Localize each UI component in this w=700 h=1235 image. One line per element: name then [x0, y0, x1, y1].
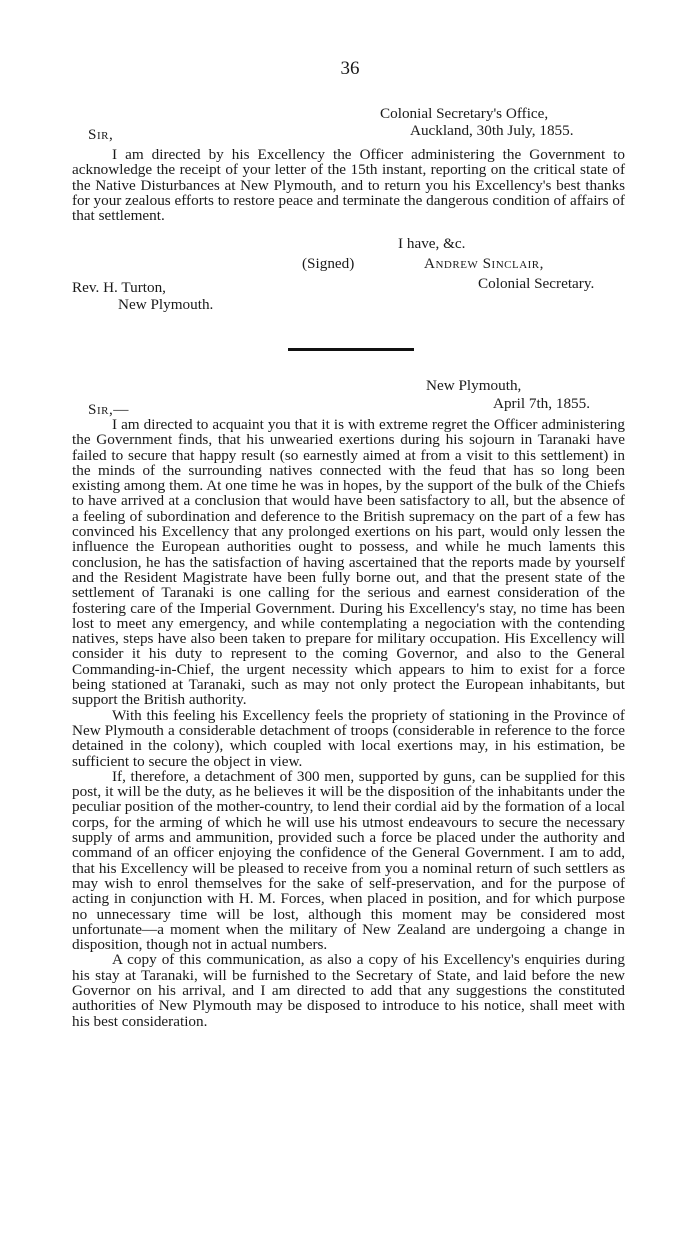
letter1-signatory-title: Colonial Secretary. — [478, 275, 595, 292]
letter2-place: New Plymouth, — [426, 377, 522, 394]
letter1-body — [72, 147, 625, 223]
letter2-paragraph: With this feeling his Excellency feels the propriety of stationing in the Province of New Plymouth a considerable detachment of troops (considerable in reference to the force detained in the colony), which coupled with local exertions may, in his estimation, be sufficient to secure the object in view. — [72, 706, 625, 770]
letter1-closing: I have, &c. — [398, 235, 466, 252]
letter2-paragraph: I am directed to acquaint you that it is with extreme regret the Officer administering the Government finds, that his unwearied exertions during his sojourn in Taranaki have failed to secure that happy result (so earnestly aimed at from a visit to this settlement) in the minds of the surrounding natives connected with the feud that has so long been existing among them. At one time he was in hopes, by the support of the bulk of the Chiefs to have arrived at a conclusion that would have been satisfactory to all, but the absence of a feeling of subordination and deference to the British supremacy on the part of a few has convinced his Excellency that any prolonged exertions on his part, would only lessen the influence the European authorities ought to possess, and while he much laments this conclusion, he has the satisfaction of having ascertained that the reports made by yourself and the Resident Magistrate have been fully borne out, and that the present state of the settlement of Taranaki is one calling for the serious and earnest consideration of the fostering care of the Imperial Government. During his Excellency's stay, no time has been lost to meet any emergency, and while contemplating a negociation with the contending natives, steps have also been taken to prepare for military occupation. His Excellency will consider it his duty to represent to the coming Governor, and also to the General Commanding-in-Chief, the urgent necessity which appears to him to exist for a force being stationed at Taranaki, such as may not only protect the European inhabitants, but support the British authority. — [72, 416, 625, 709]
section-divider — [288, 348, 414, 351]
letter1-salutation: Sir, — [88, 126, 114, 143]
letter1-signatory: Andrew Sinclair, — [424, 255, 544, 272]
letter1-office: Colonial Secretary's Office, — [380, 105, 549, 122]
letter2-paragraph: A copy of this communication, as also a copy of his Excellency's enquiries during his stay at Taranaki, will be furnished to the Secretary of State, and laid before the new Governor on his arrival, and I am directed to add that any suggestions the constituted authorities of New Plymouth may be disposed to introduce to his notice, shall meet with his best consideration. — [72, 951, 625, 1030]
letter2-date: April 7th, 1855. — [493, 395, 591, 412]
letter1-signed: (Signed) — [302, 255, 355, 272]
page-number: 36 — [340, 58, 360, 79]
letter1-place-date: Auckland, 30th July, 1855. — [410, 122, 574, 139]
letter2-salutation: Sir,— — [88, 401, 129, 418]
letter2-paragraph: If, therefore, a detachment of 300 men, supported by guns, can be supplied for this post, it will be the duty, as he believes it will be the disposition of the inhabitants under the peculiar position of the mother-country, to lend their cordial aid by the formation of a local corps, for the arming of which he will use his utmost endeavours to secure the necessary supply of arms and ammunition, provided such a force be placed under the authority and command of an officer enjoying the confidence of the General Government. I am to add, that his Excellency will be pleased to receive from you a nominal return of such settlers as may wish to enrol themselves for the sake of self-preservation, and for the purpose of acting in conjunction with H. M. Forces, when placed in position, and for which purpose no unnecessary time will be lost, although this moment may be considered most unfortunate—a moment when the military of New Zealand are undergoing a change in disposition, though not in actual numbers. — [72, 767, 625, 954]
letter1-paragraph: I am directed by his Excellency the Officer administering the Government to acknowledge the receipt of your letter of the 15th instant, reporting on the critical state of the Native Disturbances at New Plymouth, and to return you his Excellency's best thanks for your zealous efforts to restore peace and terminate the dangerous condition of affairs of that settlement. — [72, 146, 625, 225]
letter1-addressee-place: New Plymouth. — [118, 296, 214, 313]
letter1-addressee-name: Rev. H. Turton, — [72, 279, 166, 296]
letter2-body — [72, 417, 625, 1029]
